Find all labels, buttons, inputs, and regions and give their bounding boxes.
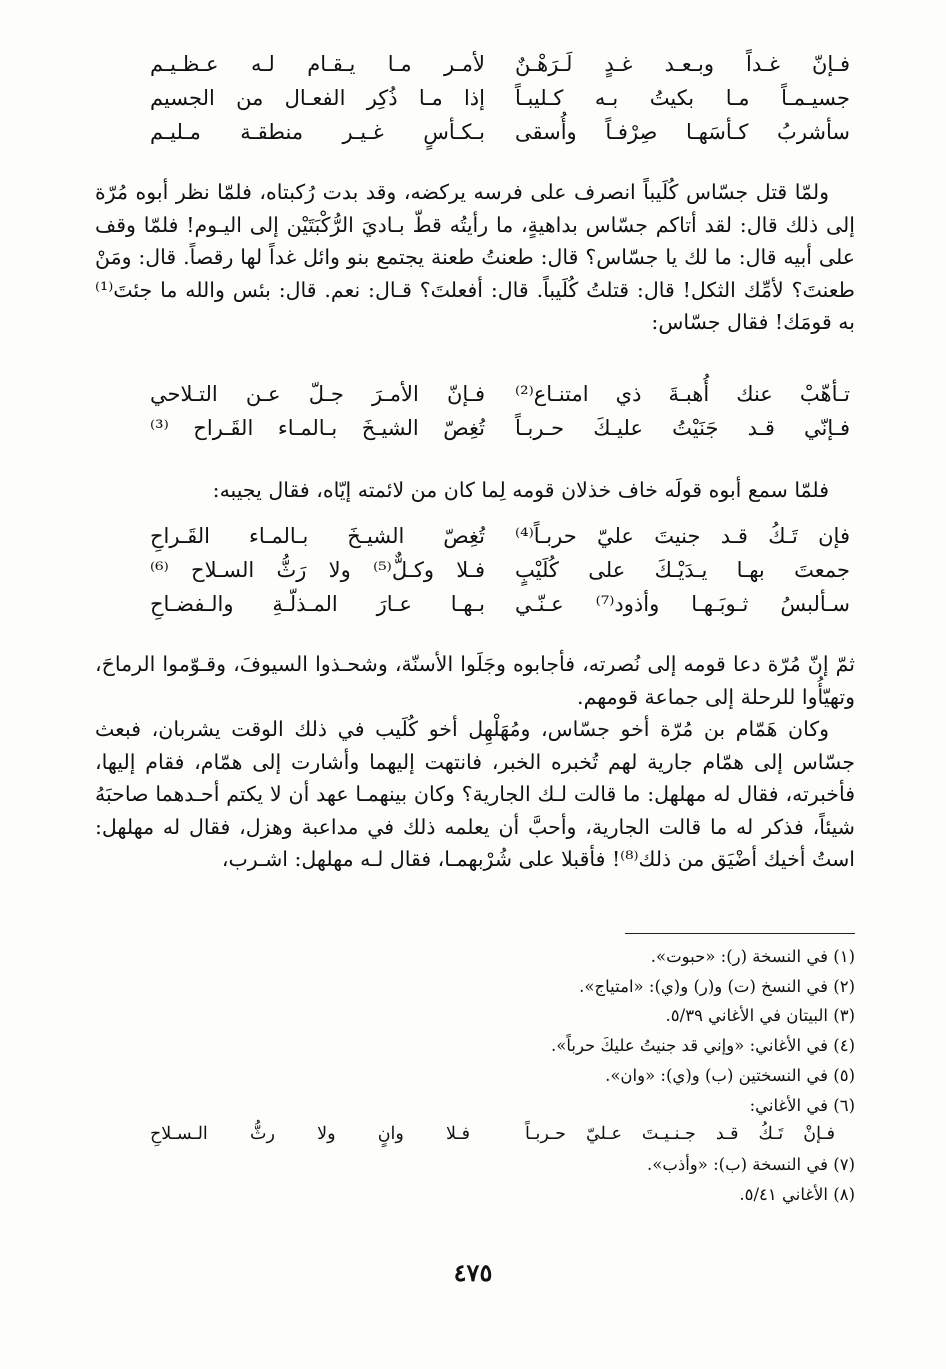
verse-line [150, 52, 850, 86]
footnote: (١) في النسخة (ر): «حبوت». [650, 947, 855, 966]
footnote: (٤) في الأغاني: «وإني قد جنيتُ عليكَ حرباً». [550, 1036, 855, 1056]
footnote: (٥) في النسختين (ب) و(ي): «وان». [605, 1065, 855, 1085]
verse-second-hemistich: فـإنّ الأمـرَ جـلّ عـن التـلاحي [150, 382, 485, 406]
verse-line [150, 524, 850, 558]
verse-first-hemistich: فـإنْ تَـكُ قـد جـنـيـتَ عـليّ حـربـاً [525, 1124, 835, 1145]
footnote-separator [625, 933, 855, 934]
paragraph: ثمّ إنّ مُرّة دعا قومه إلى نُصرته، فأجابوه وجَلَوا الأسنّة، وشحـذوا السيوفَ، وقـوّموا الرماحَ، وتهيّأُوا للرحلة إلى جماعة قومهم. [95, 652, 855, 709]
verse-line [150, 120, 850, 154]
paragraph: فلمّا سمع أبوه قولَه خاف خذلان قومه لِما كان من لائمته إيّاه، فقال يجيبه: [212, 478, 829, 502]
page-number: ٤٧٥ [453, 1258, 493, 1287]
verse-second-hemistich: لأمـر مـا يـقـام لـه عـظـيـم [150, 52, 485, 76]
verse-first-hemistich: جسيـمـاً مـا بكيتُ بـه كـليبـاً [515, 86, 850, 110]
verse-line [150, 416, 850, 450]
verse-first-hemistich: فإن تَـكُ قـد جنيتَ عليّ حربـاً⁽⁴⁾ [515, 524, 850, 548]
footnote: (٣) البيتان في الأغاني ٥/٣٩. [665, 1006, 855, 1026]
footnotes [150, 942, 855, 1210]
verse-block-2 [150, 382, 850, 450]
paragraph: وكان هَمّام بن مُرّة أخو جسّاس، ومُهَلْهِل أخو كُلَيب في ذلك الوقت يشربان، فبعث جسّاس إلى همّام جارية لهم تُخبره الخبر، فانتهت إليهما وأشارت إلى همّام، فقام إليها، فأخبرته، فقال له مهلهل: ما قالت لـك الجارية؟ وكان بينهمـا عهد أن لا يكتم أحـدهما صاحبَهُ شيئاً، فذكر له ما قالت الجارية، وأحبَّ أن يعلمه ذلك في مداعبة وهزل، فقال له مهلهل: استُ أخيك أضْيَق من ذلك⁽⁸⁾! فأقبلا على شُرْبهمـا، فقال لـه مهلهل: اشـرب، [95, 717, 855, 871]
footnote: (٦) في الأغاني: [749, 1095, 855, 1115]
verse-first-hemistich: تـأهّبْ عنك أُهبـةَ ذي امتنـاع⁽²⁾ [515, 382, 850, 406]
prose-paragraph-1 [95, 176, 855, 339]
verse-first-hemistich: فـإنّي قـد جَنَيْتُ عليـكَ حـربـاً [515, 416, 850, 440]
verse-second-hemistich: فـلا وكـلٌّ⁽⁵⁾ ولا رَثُّ السـلاح ⁽⁶⁾ [150, 558, 486, 582]
verse-first-hemistich: سأشربُ كـأسَهـا صِرْفـاً وأُسقى [515, 120, 850, 144]
verse-line [150, 382, 850, 416]
verse-line [150, 592, 850, 626]
verse-second-hemistich: تُغِصّ الشيـخَ بـالمـاء القَـراحِ [150, 524, 485, 548]
verse-second-hemistich: إذا مـا ذُكِر الفعـال من الجسيم [150, 86, 485, 110]
footnote: (٢) في النسخ (ت) و(ر) و(ي): «امتياج». [579, 976, 855, 996]
verse-first-hemistich: جمعتَ بهـا يـدَيْـكَ على كُلَيْبٍ [515, 558, 850, 582]
verse-block-3 [150, 524, 850, 626]
footnote: (٨) الأغاني ٥/٤١. [739, 1184, 855, 1204]
footnote-verse [150, 1120, 855, 1150]
verse-first-hemistich: سـألبسُ ثـوبَـهـا وأذود⁽⁷⁾ عـنّـي [515, 592, 850, 616]
verse-line [150, 558, 850, 592]
verse-second-hemistich: تُغِصّ الشيـخَ بـالمـاء القَـراح ⁽³⁾ [150, 416, 485, 440]
verse-second-hemistich: بـكـأسٍ غـيـر منطقـة مـليـم [150, 120, 485, 144]
prose-paragraph-2 [95, 474, 855, 507]
verse-block-1 [150, 52, 850, 154]
verse-second-hemistich: فـلا وانٍ ولا رثُّ الـسـلاحِ [150, 1124, 470, 1145]
paragraph: ولمّا قتل جسّاس كُلَيباً انصرف على فرسه يركضه، وقد بدت رُكبتاه، فلمّا نظر أبوه مُرّة إلى ذلك قال: لقد أتاكم جسّاس بداهيةٍ، ما رأيتُه قطّ بـاديَ الرُّكْبَتَيْن إلى اليـوم! فلمّا وقف على أبيه قال: ما لك يا جسّاس؟ قال: طعنتُ طعنة يجتمع بنو وائل غداً لها رقصاً. قال: ومَنْ طعنتَ؟ لأمِّك الثكل! قال: قتلتُ كُلَيباً. قال: أفعلتَ؟ قـال: نعم. قال: بئس والله ما جئتَ⁽¹⁾ به قومَك! فقال جسّاس: [95, 180, 855, 334]
verse-second-hemistich: بـهـا عـارَ المـذلّـةِ والـفضـاحِ [150, 592, 485, 616]
verse-first-hemistich: فـإنّ غـداً وبـعـد غـدٍ لَـرَهْـنٌ [515, 52, 850, 76]
prose-paragraph-3 [95, 648, 855, 876]
footnote: (٧) في النسخة (ب): «وأذب». [646, 1155, 855, 1175]
verse-line [150, 86, 850, 120]
